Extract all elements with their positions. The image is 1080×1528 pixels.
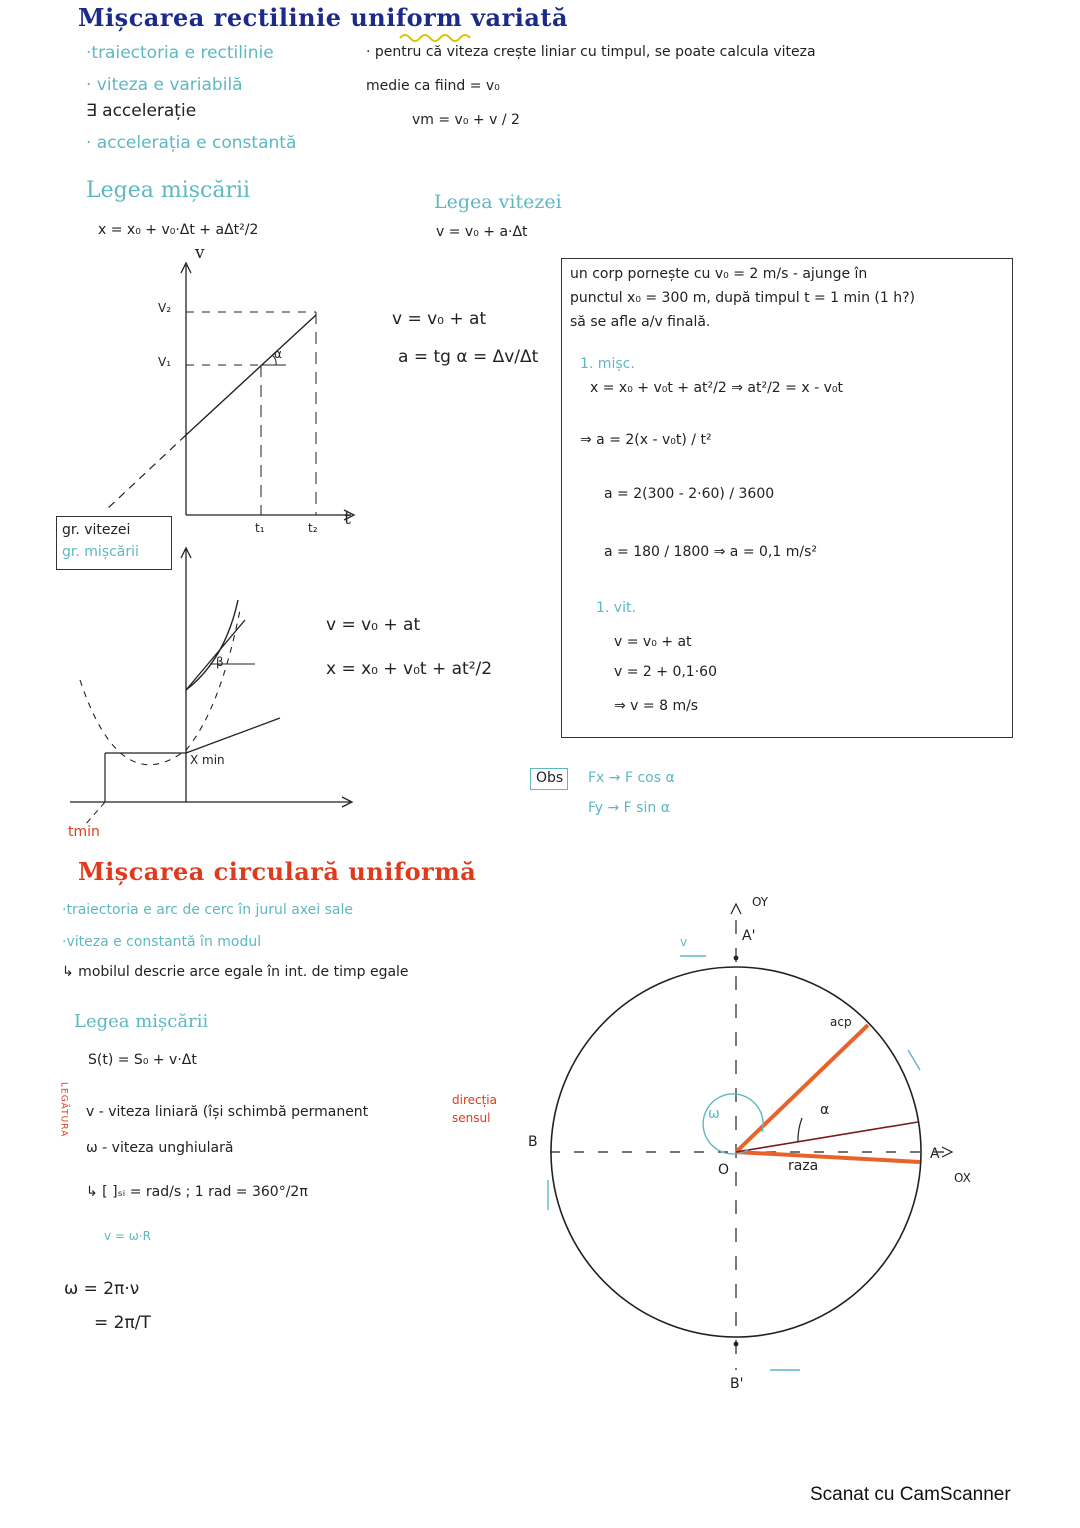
graph2-formula-x: x = x₀ + v₀t + at²/2	[326, 659, 493, 679]
problem-step1-line-3: a = 2(300 - 2·60) / 3600	[604, 486, 775, 502]
problem-line-3: să se afle a/v finală.	[570, 314, 711, 330]
prop-acceleratie-constanta: · accelerația e constantă	[86, 133, 297, 153]
graph2-xmin: X min	[190, 753, 225, 767]
point-a-prime: A'	[742, 928, 756, 944]
circ-prop-3: ↳ mobilul descrie arce egale în int. de timp egale	[62, 964, 409, 980]
point-o: O	[718, 1162, 730, 1178]
prop-acceleratie: ∃ accelerație	[86, 101, 197, 121]
graph1-axis-v: v	[195, 243, 205, 263]
circ-prop-1: ·traiectoria e arc de cerc în jurul axei sale	[62, 902, 354, 918]
problem-step1-line-4: a = 180 / 1800 ⇒ a = 0,1 m/s²	[604, 544, 817, 560]
circle-diagram	[530, 900, 990, 1380]
label-raza: raza	[788, 1158, 819, 1174]
label-v-top: v	[680, 935, 688, 949]
legea-vitezei-formula: v = v₀ + a·Δt	[436, 224, 528, 240]
graph1-t1: t₁	[255, 521, 265, 535]
vm-formula: vm = v₀ + v / 2	[412, 112, 520, 128]
label-gr-miscarii: gr. mișcării	[62, 544, 139, 560]
legatura-label: LEGĂTURA	[58, 1082, 69, 1138]
units-line: ↳ [ ]ₛᵢ = rad/s ; 1 rad = 360°/2π	[86, 1184, 308, 1200]
w-eq-2: = 2π/T	[94, 1313, 151, 1333]
graph1-t2: t₂	[308, 521, 318, 535]
camscanner-footer: Scanat cu CamScanner	[810, 1484, 1011, 1505]
position-graph	[60, 540, 360, 830]
velocity-graph	[116, 255, 316, 525]
axis-oy: OY	[752, 895, 769, 909]
problem-step2-line-1: v = v₀ + at	[614, 634, 692, 650]
problem-step2-title: 1. vit.	[596, 600, 636, 616]
label-gr-vitezei: gr. vitezei	[62, 522, 131, 538]
circ-lege-title: Legea mișcării	[74, 1011, 209, 1032]
problem-step1-line-2: ⇒ a = 2(x - v₀t) / t²	[580, 432, 712, 448]
graph1-v2: V₂	[158, 301, 172, 315]
label-alpha: α	[820, 1102, 830, 1118]
obs-fy: Fy → F sin α	[588, 800, 670, 816]
circ-lege-formula: S(t) = S₀ + v·Δt	[88, 1052, 197, 1068]
viteza-unghiulara: ω - viteza unghiulară	[86, 1140, 234, 1156]
point-a: A	[930, 1146, 940, 1162]
note-line-1: · pentru că viteza crește liniar cu timpul, se poate calcula viteza	[366, 44, 816, 60]
w-eq-1: ω = 2π·ν	[64, 1279, 140, 1299]
section1-title: Mișcarea rectilinie uniform variată	[78, 3, 569, 32]
bracket-sensul: sensul	[452, 1111, 491, 1125]
obs-label: Obs	[536, 770, 564, 786]
graph2-formula-v: v = v₀ + at	[326, 615, 421, 635]
circ-prop-2: ·viteza e constantă în modul	[62, 934, 262, 950]
axis-ox: OX	[954, 1171, 971, 1185]
section2-title: Mișcarea circulară uniformă	[78, 857, 477, 886]
lege-miscarii-title: Legea mișcării	[86, 178, 251, 203]
problem-step2-line-3: ⇒ v = 8 m/s	[614, 698, 699, 714]
problem-line-2: punctul x₀ = 300 m, după timpul t = 1 min (1 h?)	[570, 290, 915, 306]
point-b: B	[528, 1134, 538, 1150]
prop-traiectoria: ·traiectoria e rectilinie	[86, 43, 274, 63]
problem-step2-line-2: v = 2 + 0,1·60	[614, 664, 717, 680]
title-wavy-underline	[400, 32, 470, 44]
graph1-alpha: α	[274, 347, 282, 361]
problem-step1-title: 1. mișc.	[580, 356, 635, 372]
graph1-v1: V₁	[158, 355, 172, 369]
point-b-prime: B'	[730, 1376, 744, 1392]
problem-line-1: un corp pornește cu v₀ = 2 m/s - ajunge în	[570, 266, 868, 282]
label-acp: acp	[830, 1015, 852, 1029]
prop-viteza: · viteza e variabilă	[86, 75, 243, 95]
graph1-formula-v: v = v₀ + at	[392, 309, 487, 329]
lege-miscarii-formula: x = x₀ + v₀·Δt + aΔt²/2	[98, 222, 259, 238]
viteza-liniara: v - viteza liniară (își schimbă permanent	[86, 1104, 369, 1120]
graph2-beta: β	[216, 655, 224, 669]
problem-step1-line-1: x = x₀ + v₀t + at²/2 ⇒ at²/2 = x - v₀t	[590, 380, 843, 396]
v-equals-w-r: v = ω·R	[104, 1229, 151, 1243]
graph2-tmin: tmin	[68, 824, 100, 840]
bracket-directia: direcția	[452, 1093, 497, 1107]
legea-vitezei-title: Legea vitezei	[434, 191, 562, 213]
obs-fx: Fx → F cos α	[588, 770, 675, 786]
graph1-axis-t: t	[344, 509, 351, 529]
graph1-formula-a: a = tg α = Δv/Δt	[398, 347, 539, 367]
note-line-2: medie ca fiind = v₀	[366, 78, 500, 94]
label-omega: ω	[708, 1106, 720, 1122]
